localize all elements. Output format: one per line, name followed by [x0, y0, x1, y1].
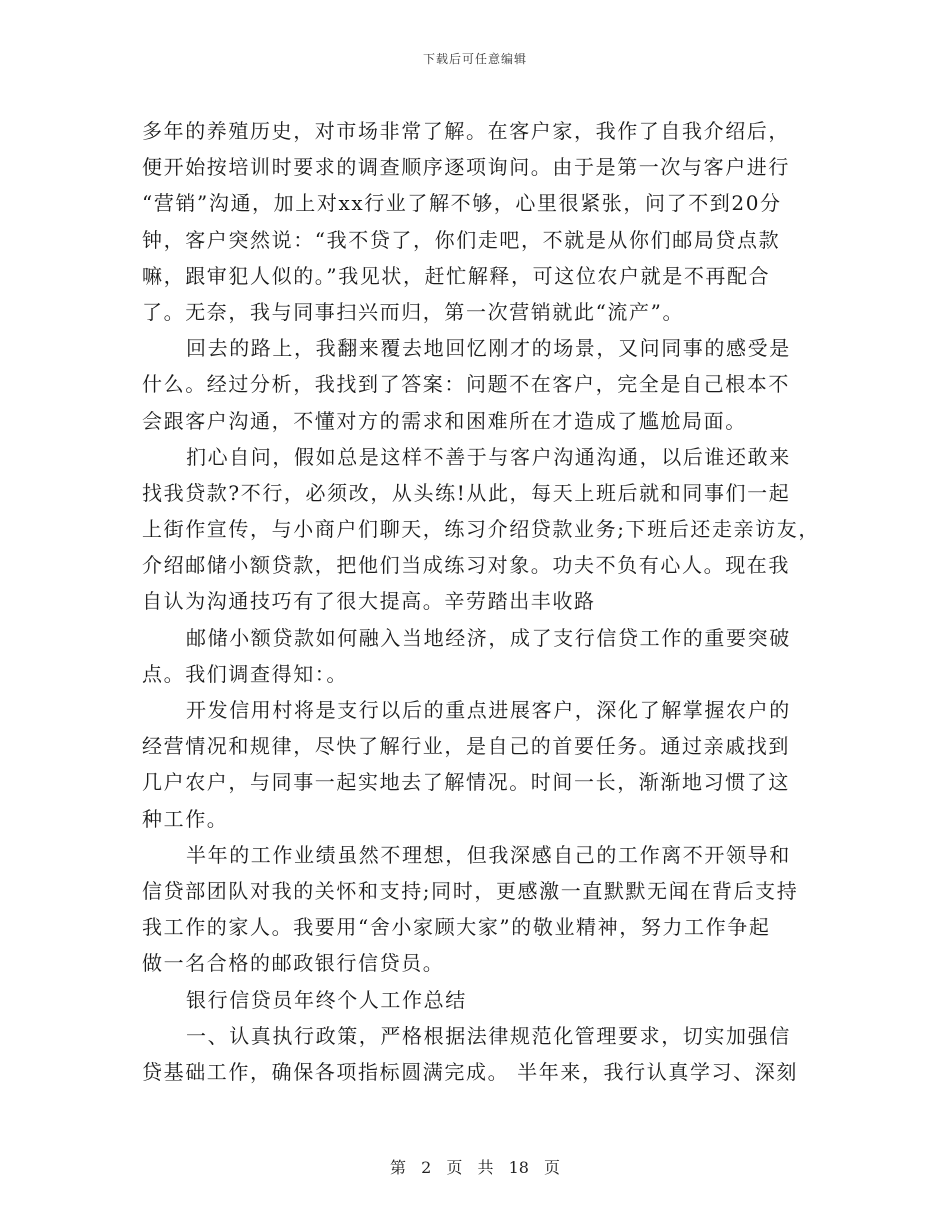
total-label: 共 — [477, 1158, 494, 1177]
text-line: 贷基础工作，确保各项指标圆满完成。 半年来，我行认真学习、深刻 — [142, 1059, 798, 1084]
text-line: 银行信贷员年终个人工作总结 — [186, 987, 467, 1012]
text-line: 经营情况和规律，尽快了解行业，是自己的首要任务。通过亲戚找到 — [142, 734, 790, 759]
text-line: 扪心自问，假如总是这样不善于与客户沟通沟通，以后谁还敢来 — [186, 444, 791, 469]
text-line: 便开始按培训时要求的调查顺序逐项询问。由于是第一次与客户进行 — [142, 155, 790, 180]
text-line: 几户农户，与同事一起实地去了解情况。时间一长，渐渐地习惯了这 — [142, 770, 790, 795]
text-line: 邮储小额贷款如何融入当地经济，成了支行信贷工作的重要突破 — [186, 625, 791, 650]
text-line: 嘛，跟审犯人似的。”我见状，赶忙解释，可这位农户就是不再配合 — [142, 263, 771, 288]
text-line: 一、认真执行政策，严格根据法律规范化管理要求，切实加强信 — [186, 1023, 791, 1048]
text-line: 了。无奈，我与同事扫兴而归，第一次营销就此“流产”。 — [142, 299, 685, 324]
page-label: 第 — [389, 1158, 406, 1177]
page-total: 18 — [508, 1158, 529, 1177]
document-body — [142, 113, 820, 1090]
text-line: 钟，客户突然说：“我不贷了，你们走吧，不就是从你们邮局贷点款 — [142, 227, 781, 252]
text-line: 什么。经过分析，我找到了答案：问题不在客户，完全是自己根本不 — [142, 372, 790, 397]
text-line: 半年的工作业绩虽然不理想，但我深感自己的工作离不开领导和 — [186, 842, 791, 867]
text-line: 上街作宣传，与小商户们聊天，练习介绍贷款业务;下班后还走亲访友， — [142, 517, 820, 542]
text-line: 介绍邮储小额贷款，把他们当成练习对象。功夫不负有心人。现在我 — [142, 553, 790, 578]
text-line: 开发信用村将是支行以后的重点进展客户，深化了解掌握农户的 — [186, 698, 791, 722]
text-line: 做一名合格的邮政银行信贷员。 — [142, 951, 445, 976]
page-current: 2 — [421, 1158, 432, 1177]
page-footer — [0, 1155, 950, 1178]
text-line: 回去的路上，我翻来覆去地回忆刚才的场景，又问同事的感受是 — [186, 336, 791, 361]
text-line: 种工作。 — [142, 806, 229, 831]
text-line: 信贷部团队对我的关怀和支持;同时，更感激一直默默无闻在背后支持 — [142, 878, 799, 903]
text-line: “营销”沟通，加上对xx行业了解不够，心里很紧张，问了不到20分 — [142, 191, 782, 216]
text-line: 自认为沟通技巧有了很大提高。辛劳踏出丰收路 — [142, 589, 596, 614]
text-line: 找我贷款?不行，必须改，从头练!从此，每天上班后就和同事们一起 — [142, 480, 791, 505]
total-unit: 页 — [544, 1158, 561, 1177]
text-line: 点。我们调查得知：。 — [142, 661, 348, 686]
page-header: 下载后可任意编辑 — [422, 52, 527, 66]
text-line: 多年的养殖历史，对市场非常了解。在客户家，我作了自我介绍后， — [142, 119, 790, 143]
page-unit: 页 — [446, 1158, 463, 1177]
text-line: 我工作的家人。我要用“舍小家顾大家”的敬业精神，努力工作争起 — [142, 915, 771, 940]
text-line: 会跟客户沟通，不懂对方的需求和困难所在才造成了尴尬局面。 — [142, 408, 747, 433]
